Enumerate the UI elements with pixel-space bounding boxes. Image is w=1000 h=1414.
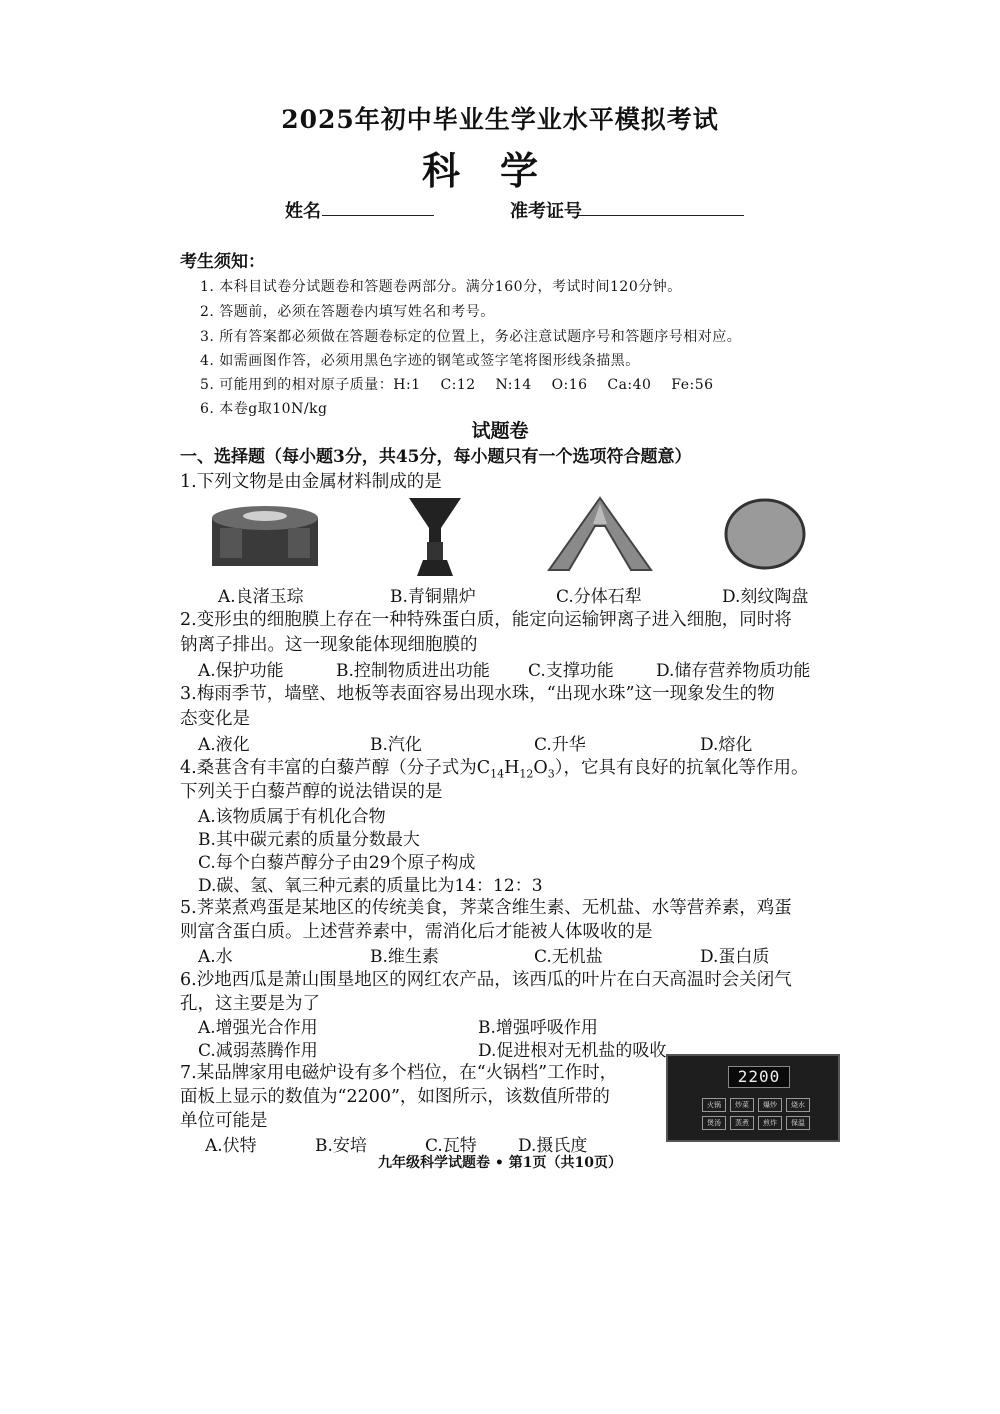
notice-item: 6. 本卷g取10N/kg — [200, 401, 328, 417]
q6-option-b[interactable]: B.增强呼吸作用 — [478, 1018, 598, 1038]
cooker-button[interactable]: 煎炸 — [758, 1116, 782, 1130]
q3-option-c[interactable]: C.升华 — [534, 735, 586, 755]
q3-option-d[interactable]: D.熔化 — [700, 735, 753, 755]
q6-stem: 6.沙地西瓜是萧山围垦地区的网红农产品，该西瓜的叶片在白天高温时会关闭气 — [180, 970, 792, 990]
q7-option-d[interactable]: D.摄氏度 — [518, 1136, 588, 1156]
q2-option-b[interactable]: B.控制物质进出功能 — [336, 661, 490, 681]
q7-option-a[interactable]: A.伏特 — [205, 1136, 257, 1156]
q1-option-a[interactable]: A.良渚玉琮 — [218, 587, 304, 607]
q4-option-a[interactable]: A.该物质属于有机化合物 — [198, 807, 386, 827]
q5-option-c[interactable]: C.无机盐 — [534, 947, 603, 967]
cooker-button[interactable]: 保温 — [786, 1116, 810, 1130]
q2-stem: 2.变形虫的细胞膜上存在一种特殊蛋白质，能定向运输钾离子进入细胞，同时将 — [180, 610, 792, 630]
q4-option-d[interactable]: D.碳、氢、氧三种元素的质量比为14：12：3 — [198, 876, 543, 896]
id-label: 准考证号 — [510, 201, 582, 222]
exam-title: 2025年初中毕业生学业水平模拟考试 — [281, 105, 719, 134]
name-blank[interactable] — [322, 195, 434, 216]
q4-stem: 4.桑葚含有丰富的白藜芦醇（分子式为$C_{14}H_{12}O_3$），它具有良好的抗氧化等作用。 — [180, 758, 809, 781]
cooker-button[interactable]: 炒菜 — [730, 1098, 754, 1112]
q7-stem: 单位可能是 — [180, 1111, 268, 1131]
cooker-button[interactable]: 煲汤 — [702, 1116, 726, 1130]
jade-cong-image — [210, 500, 320, 570]
q2-option-c[interactable]: C.支撑功能 — [528, 661, 614, 681]
notice-item: 3. 所有答案都必须做在答题卷标定的位置上，务必注意试题序号和答题序号相对应。 — [200, 329, 742, 345]
q4-stem: 下列关于白藜芦醇的说法错误的是 — [180, 782, 443, 802]
q3-stem: 态变化是 — [180, 709, 250, 729]
cooker-button[interactable]: 烧水 — [786, 1098, 810, 1112]
q5-option-b[interactable]: B.维生素 — [370, 947, 439, 967]
q1-option-d[interactable]: D.刻纹陶盘 — [722, 587, 809, 607]
q6-option-c[interactable]: C.减弱蒸腾作用 — [198, 1041, 318, 1061]
q2-option-a[interactable]: A.保护功能 — [198, 661, 284, 681]
name-label: 姓名 — [285, 201, 321, 222]
page-footer: 九年级科学试题卷 • 第1页（共10页） — [378, 1155, 622, 1171]
q6-option-d[interactable]: D.促进根对无机盐的吸收 — [478, 1041, 667, 1061]
q5-option-d[interactable]: D.蛋白质 — [700, 947, 770, 967]
q3-option-a[interactable]: A.液化 — [198, 735, 250, 755]
q3-stem: 3.梅雨季节，墙壁、地板等表面容易出现水珠，“出现水珠”这一现象发生的物 — [180, 684, 775, 704]
notice-item: 2. 答题前，必须在答题卷内填写姓名和考号。 — [200, 304, 495, 320]
notice-item: 5. 可能用到的相对原子质量：H:1 C:12 N:14 O:16 Ca:40 Fe:56 — [200, 377, 714, 393]
cooker-button[interactable]: 蒸煮 — [730, 1116, 754, 1130]
q7-option-b[interactable]: B.安培 — [315, 1136, 367, 1156]
q4-option-b[interactable]: B.其中碳元素的质量分数最大 — [198, 830, 420, 850]
notice-item: 1. 本科目试卷分试题卷和答题卷两部分。满分160分，考试时间120分钟。 — [200, 279, 682, 295]
q4-option-c[interactable]: C.每个白藜芦醇分子由29个原子构成 — [198, 853, 476, 873]
pottery-plate-image — [724, 498, 806, 570]
q7-stem: 面板上显示的数值为“2200”，如图所示，该数值所带的 — [180, 1087, 610, 1107]
bronze-vessel-image — [405, 496, 465, 578]
q1-stem: 1.下列文物是由金属材料制成的是 — [180, 472, 442, 492]
q3-option-b[interactable]: B.汽化 — [370, 735, 422, 755]
q6-option-a[interactable]: A.增强光合作用 — [198, 1018, 318, 1038]
cooker-display: 2200 — [728, 1066, 790, 1088]
q7-stem: 7.某品牌家用电磁炉设有多个档位，在“火锅档”工作时， — [180, 1063, 618, 1083]
q1-option-b[interactable]: B.青铜鼎炉 — [390, 587, 476, 607]
notice-heading: 考生须知： — [180, 252, 265, 272]
q5-stem: 5.荠菜煮鸡蛋是某地区的传统美食，荠菜含维生素、无机盐、水等营养素，鸡蛋 — [180, 898, 792, 918]
id-blank[interactable] — [578, 195, 744, 216]
induction-cooker-panel — [666, 1054, 840, 1142]
cooker-button[interactable]: 火锅 — [702, 1098, 726, 1112]
q1-option-c[interactable]: C.分体石犁 — [556, 587, 642, 607]
q5-stem: 则富含蛋白质。上述营养素中，需消化后才能被人体吸收的是 — [180, 922, 653, 942]
q2-stem: 钠离子排出。这一现象能体现细胞膜的 — [180, 635, 478, 655]
q6-stem: 孔，这主要是为了 — [180, 994, 320, 1014]
notice-item: 4. 如需画图作答，必须用黑色字迹的钢笔或签字笔将图形线条描黑。 — [200, 353, 640, 369]
cooker-button[interactable]: 爆炒 — [758, 1098, 782, 1112]
part-heading: 一、选择题（每小题3分，共45分，每小题只有一个选项符合题意） — [180, 447, 692, 467]
q2-option-d[interactable]: D.储存营养物质功能 — [656, 661, 811, 681]
section-heading: 试题卷 — [471, 420, 529, 442]
stone-plow-image — [545, 496, 655, 574]
q5-option-a[interactable]: A.水 — [198, 947, 233, 967]
subject-title: 科学 — [421, 148, 578, 193]
q7-option-c[interactable]: C.瓦特 — [425, 1136, 477, 1156]
